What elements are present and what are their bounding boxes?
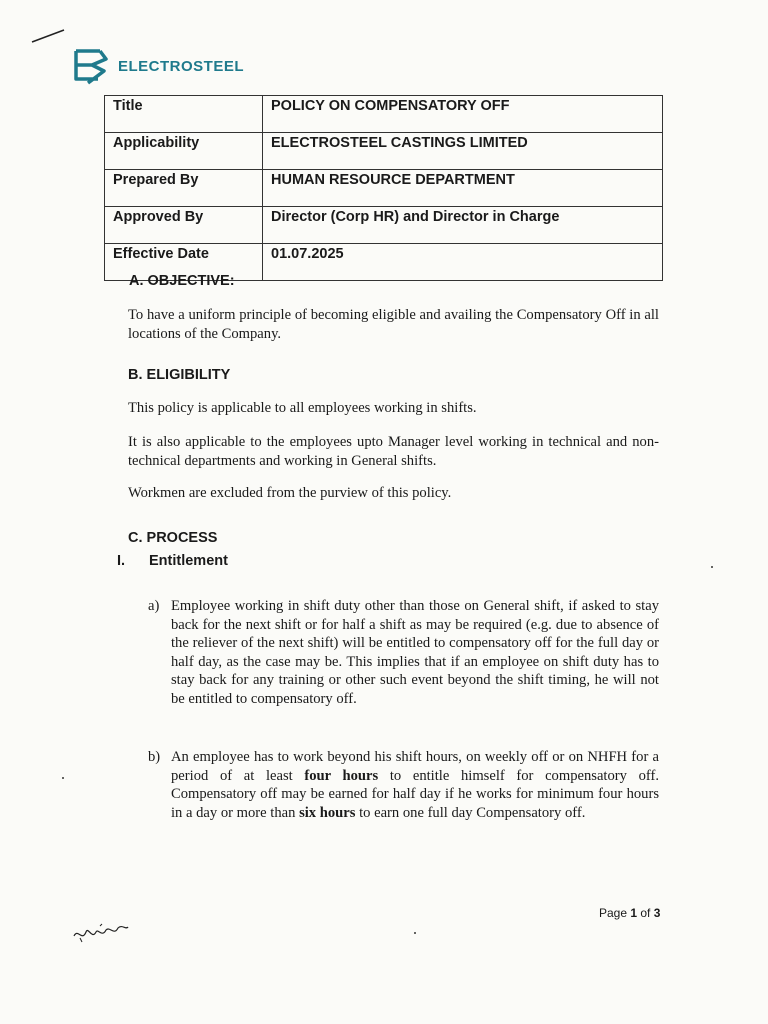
- meta-value: ELECTROSTEEL CASTINGS LIMITED: [263, 133, 663, 170]
- policy-meta-table: [104, 95, 663, 281]
- table-row: [105, 207, 663, 244]
- eligibility-heading: B. ELIGIBILITY: [128, 367, 231, 383]
- scan-speck: [711, 566, 713, 568]
- meta-key: Applicability: [105, 133, 263, 170]
- entitlement-heading: Entitlement: [149, 553, 228, 569]
- meta-value: 01.07.2025: [263, 244, 663, 281]
- eligibility-para-1: This policy is applicable to all employees working in shifts.: [128, 400, 477, 416]
- meta-key: Effective Date: [105, 244, 263, 281]
- company-logo: [70, 45, 244, 87]
- logo-text: ELECTROSTEEL: [118, 57, 245, 75]
- objective-text: To have a uniform principle of becoming eligible and availing the Compensatory Off in all locations of the Company.: [128, 307, 659, 342]
- list-item-label: a): [148, 598, 160, 614]
- list-item-text: An employee has to work beyond his shift hours, on weekly off or on NHFH for a period of at least four hours to entitle himself for compensatory off. Compensatory off may be earned for half day if he works for minimum four hours in a day or more than six hours to earn one full day Compensatory off.: [171, 749, 659, 821]
- electrosteel-logo-icon: [70, 45, 112, 87]
- page-number: Page 1 of 3: [599, 906, 661, 920]
- bold-term: four hours: [304, 767, 379, 784]
- eligibility-para-3: Workmen are excluded from the purview of this policy.: [128, 485, 452, 501]
- table-row: [105, 170, 663, 207]
- list-item-text: Employee working in shift duty other than those on General shift, if asked to stay back for the next shift or for half a shift as may be required (e.g. due to absence of the reliever of the next shift) will be entitled to compensatory off for the full day or half day, as the case may be. This implies that if an employee on shift duty has to stay back for any training or other such event beyond the shift timing, he will not be entitled to compensatory off.: [171, 598, 659, 707]
- handwritten-initials: [70, 918, 132, 946]
- meta-value: POLICY ON COMPENSATORY OFF: [263, 96, 663, 133]
- meta-key: Prepared By: [105, 170, 263, 207]
- bold-term: six hours: [299, 804, 356, 821]
- process-heading: C. PROCESS: [128, 530, 218, 546]
- table-row: [105, 96, 663, 133]
- eligibility-para-2: It is also applicable to the employees upto Manager level working in technical and non- technical departments and working in General shifts.: [128, 434, 659, 469]
- meta-key: Title: [105, 96, 263, 133]
- entitlement-number: I.: [117, 553, 126, 569]
- meta-value: Director (Corp HR) and Director in Charge: [263, 207, 663, 244]
- meta-key: Approved By: [105, 207, 263, 244]
- scan-speck: [414, 932, 416, 934]
- meta-value: HUMAN RESOURCE DEPARTMENT: [263, 170, 663, 207]
- scan-speck: [62, 777, 64, 779]
- list-item-label: b): [148, 749, 161, 765]
- pen-mark: [30, 26, 70, 46]
- objective-heading: A. OBJECTIVE:: [129, 273, 235, 289]
- table-row: [105, 133, 663, 170]
